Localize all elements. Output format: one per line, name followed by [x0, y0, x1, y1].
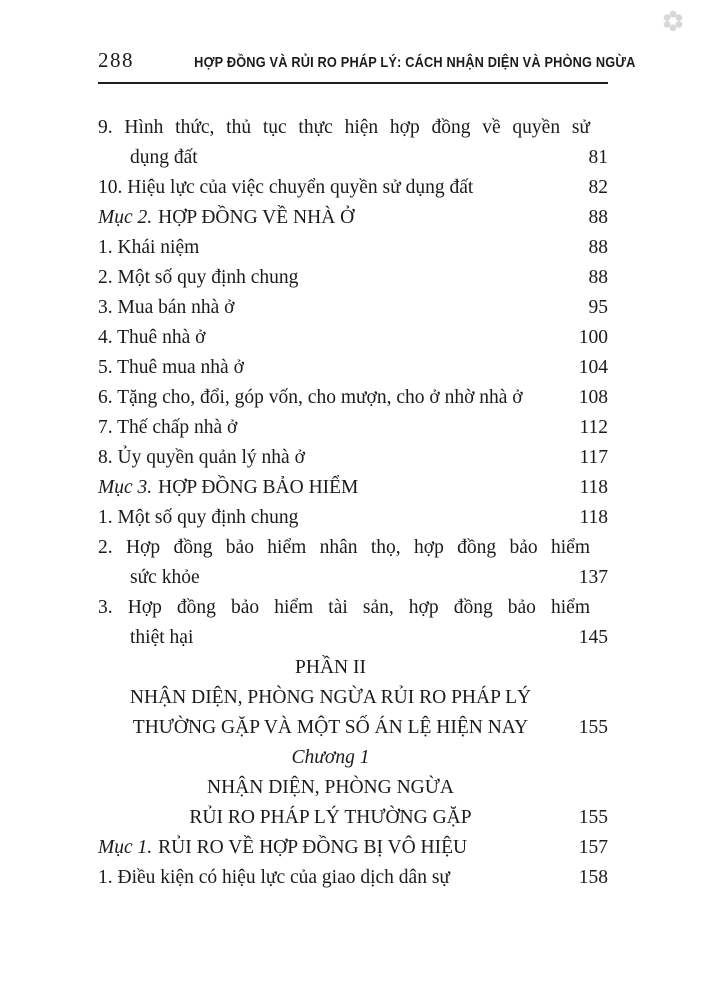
toc-row [98, 773, 608, 803]
toc-page-number: 118 [579, 477, 608, 498]
toc-entry-text: 4. Thuê nhà ở [98, 327, 206, 348]
toc-entry-text: sức khỏe [130, 567, 200, 588]
toc-entry-text: PHẦN II [295, 657, 366, 678]
toc-entry-text: NHẬN DIỆN, PHÒNG NGỪA [207, 777, 454, 798]
toc-row [98, 653, 608, 683]
toc-row [98, 803, 608, 833]
toc-row [98, 233, 608, 263]
toc-entry-text: 7. Thế chấp nhà ở [98, 417, 238, 438]
toc-entry-text: HỢP ĐỒNG VỀ NHÀ Ở [158, 207, 355, 228]
toc-page-number: 155 [578, 807, 608, 828]
page-content [98, 48, 636, 893]
toc-page-number: 158 [578, 867, 608, 888]
toc-row [98, 563, 608, 593]
toc-page-number: 88 [588, 267, 608, 288]
toc-entry-text: 3. Hợp đồng bảo hiểm tài sản, hợp đồng bảo hiểm [98, 597, 590, 618]
toc-row [98, 743, 608, 773]
table-of-contents [98, 113, 608, 893]
toc-entry-text: HỢP ĐỒNG BẢO HIỂM [158, 477, 359, 498]
toc-row [98, 323, 608, 353]
toc-row [98, 293, 608, 323]
toc-page-number: 118 [579, 507, 608, 528]
toc-row [98, 443, 608, 473]
toc-row [98, 113, 608, 143]
toc-page-number: 81 [588, 147, 608, 168]
toc-page-number: 88 [588, 207, 608, 228]
toc-entry-text: 1. Điều kiện có hiệu lực của giao dịch dân sự [98, 867, 450, 888]
page-header [98, 48, 636, 84]
toc-page-number: 112 [579, 417, 608, 438]
toc-entry-text: dụng đất [130, 147, 198, 168]
toc-row [98, 863, 608, 893]
toc-entry-text: 2. Một số quy định chung [98, 267, 299, 288]
toc-entry-text: 2. Hợp đồng bảo hiểm nhân thọ, hợp đồng bảo hiểm [98, 537, 590, 558]
toc-row [98, 593, 608, 623]
toc-page-number: 108 [578, 387, 608, 408]
toc-page-number: 155 [578, 717, 608, 738]
toc-row [98, 833, 608, 863]
toc-page-number: 145 [578, 627, 608, 648]
toc-entry-text: RỦI RO PHÁP LÝ THƯỜNG GẶP [189, 807, 472, 828]
toc-page-number: 157 [578, 837, 608, 858]
toc-row [98, 713, 608, 743]
toc-entry-text: Chương 1 [291, 747, 370, 768]
toc-row [98, 203, 608, 233]
toc-row [98, 533, 608, 563]
toc-row [98, 143, 608, 173]
toc-entry-text: 8. Ủy quyền quản lý nhà ở [98, 447, 305, 468]
toc-entry-text: thiệt hại [130, 627, 194, 648]
toc-row [98, 473, 608, 503]
toc-page-number: 100 [578, 327, 608, 348]
toc-row [98, 683, 608, 713]
toc-row [98, 413, 608, 443]
toc-entry-text: 1. Khái niệm [98, 237, 200, 258]
toc-row [98, 263, 608, 293]
toc-entry-text: 3. Mua bán nhà ở [98, 297, 235, 318]
page-number: 288 [98, 48, 134, 72]
toc-page-number: 117 [579, 447, 608, 468]
toc-entry-text: NHẬN DIỆN, PHÒNG NGỪA RỦI RO PHÁP LÝ [129, 687, 532, 708]
toc-row [98, 503, 608, 533]
toc-row [98, 383, 608, 413]
toc-entry-text: RỦI RO VỀ HỢP ĐỒNG BỊ VÔ HIỆU [158, 837, 468, 858]
toc-page-number: 95 [588, 297, 608, 318]
toc-entry-text: THƯỜNG GẶP VÀ MỘT SỐ ÁN LỆ HIỆN NAY [132, 717, 529, 738]
section-prefix: Mục 2. [98, 207, 153, 228]
toc-page-number: 88 [588, 237, 608, 258]
running-title: HỢP ĐỒNG VÀ RỦI RO PHÁP LÝ: CÁCH NHẬN DIỆN VÀ PHÒNG NGỪA [194, 55, 636, 71]
toc-entry-text: 6. Tặng cho, đổi, góp vốn, cho mượn, cho ở nhờ nhà ở [98, 387, 523, 408]
toc-page-number: 82 [588, 177, 608, 198]
toc-page-number: 137 [578, 567, 608, 588]
toc-entry-text: 1. Một số quy định chung [98, 507, 299, 528]
section-prefix: Mục 1. [98, 837, 153, 858]
toc-entry-text: 10. Hiệu lực của việc chuyển quyền sử dụng đất [98, 177, 474, 198]
toc-row [98, 623, 608, 653]
toc-page-number: 104 [578, 357, 608, 378]
flower-ornament-icon [662, 10, 684, 32]
toc-row [98, 173, 608, 203]
toc-entry-text: 5. Thuê mua nhà ở [98, 357, 244, 378]
toc-row [98, 353, 608, 383]
section-prefix: Mục 3. [98, 477, 153, 498]
toc-entry-text: 9. Hình thức, thủ tục thực hiện hợp đồng về quyền sử [98, 117, 590, 138]
